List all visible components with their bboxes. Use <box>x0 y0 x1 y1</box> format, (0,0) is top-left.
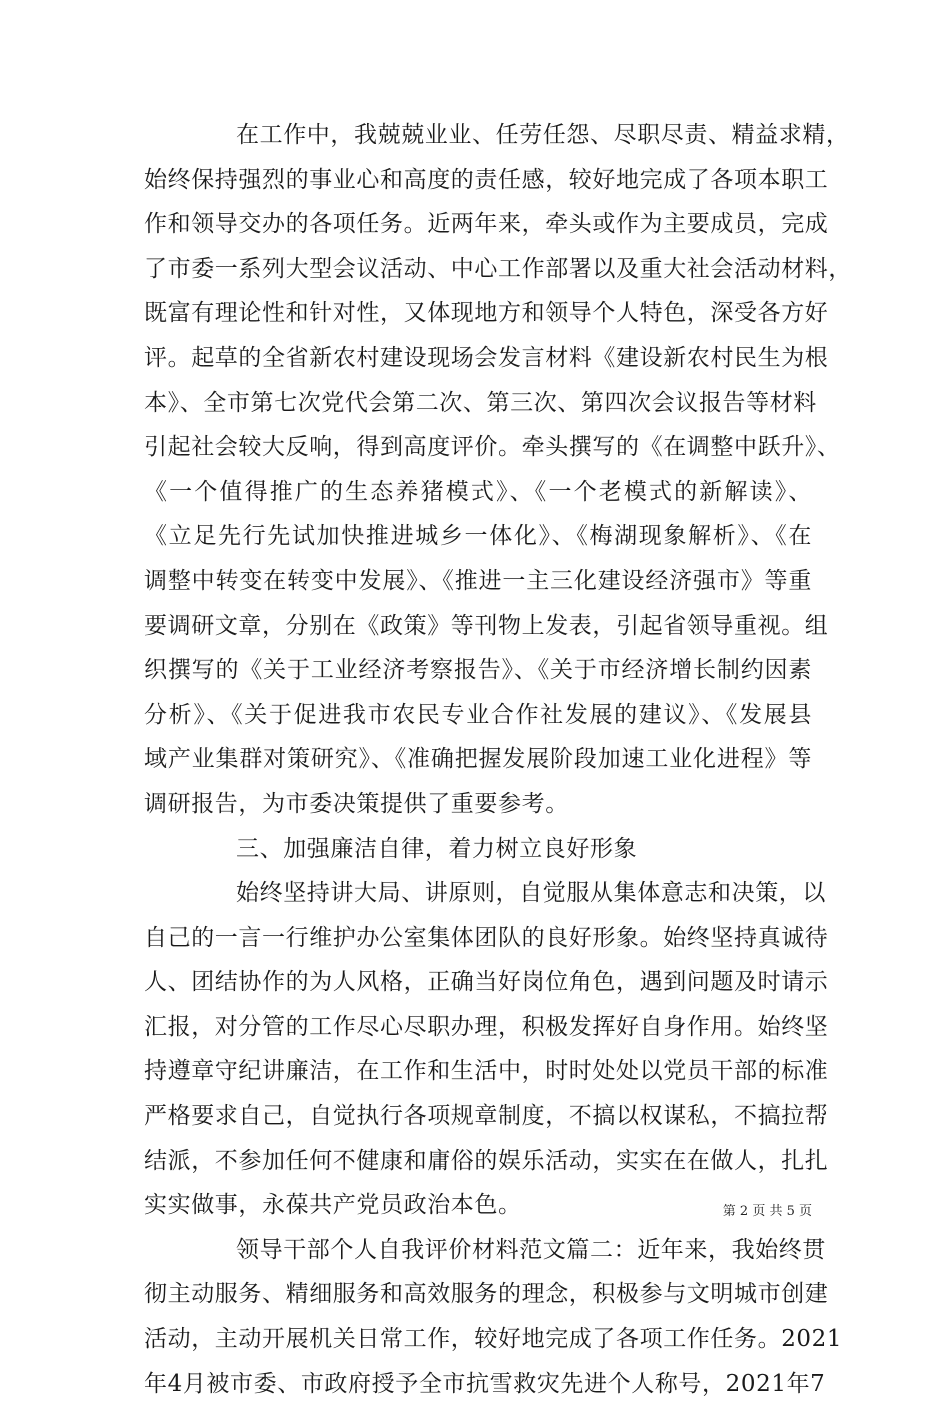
text-line: 活动，主动开展机关日常工作，较好地完成了各项工作任务。2021 <box>144 1326 843 1353</box>
page-number-footer: 第 2 页 共 5 页 <box>722 1204 812 1219</box>
text-line: 领导干部个人自我评价材料范文篇二：近年来，我始终贯 <box>236 1236 826 1263</box>
text-line: 作和领导交办的各项任务。近两年来，牵头或作为主要成员，完成 <box>144 211 829 238</box>
text-line: 《立足先行先试加快推进城乡一体化》、《梅湖现象解析》、《在 <box>144 523 812 550</box>
text-line: 自己的一言一行维护办公室集体团队的良好形象。始终坚持真诚待 <box>144 924 829 951</box>
text-line: 引起社会较大反响，得到高度评价。牵头撰写的《在调整中跃升》、 <box>144 434 841 461</box>
text-line: 始终保持强烈的事业心和高度的责任感，较好地完成了各项本职工 <box>144 166 829 193</box>
text-line: 彻主动服务、精细服务和高效服务的理念，积极参与文明城市创建 <box>144 1281 829 1308</box>
text-line: 持遵章守纪讲廉洁，在工作和生活中，时时处处以党员干部的标准 <box>144 1058 829 1085</box>
paragraph <box>144 871 829 1228</box>
text-line: 评。起草的全省新农村建设现场会发言材料《建设新农村民生为根 <box>144 344 829 371</box>
text-line: 实实做事，永葆共产党员政治本色。 <box>144 1192 522 1219</box>
text-line: 年4月被市委、市政府授予全市抗雪救灾先进个人称号，2021年7 <box>144 1370 826 1397</box>
text-line: 《一个值得推广的生态养猪模式》、《一个老模式的新解读》、 <box>144 478 812 505</box>
text-line: 严格要求自己，自觉执行各项规章制度，不搞以权谋私，不搞拉帮 <box>144 1103 829 1130</box>
text-line: 织撰写的《关于工业经济考察报告》、《关于市经济增长制约因素 <box>144 657 812 684</box>
text-line: 结派，不参加任何不健康和庸俗的娱乐活动，实实在在做人，扎扎 <box>144 1147 829 1174</box>
paragraph <box>144 1228 843 1406</box>
text-line: 本》、全市第七次党代会第二次、第三次、第四次会议报告等材料 <box>144 389 817 416</box>
text-line: 汇报，对分管的工作尽心尽职办理，积极发挥好自身作用。始终坚 <box>144 1013 829 1040</box>
text-line: 调整中转变在转变中发展》、《推进一主三化建设经济强市》等重 <box>144 567 812 594</box>
text-line: 始终坚持讲大局、讲原则，自觉服从集体意志和决策，以 <box>236 880 826 907</box>
text-line: 域产业集群对策研究》、《准确把握发展阶段加速工业化进程》等 <box>144 746 812 773</box>
text-line: 要调研文章，分别在《政策》等刊物上发表，引起省领导重视。组 <box>144 612 829 639</box>
section-heading <box>144 827 812 872</box>
text-line: 分析》、《关于促进我市农民专业合作社发展的建议》、《发展县 <box>144 701 812 728</box>
text-line: 调研报告，为市委决策提供了重要参考。 <box>144 790 569 817</box>
text-line: 人、团结协作的为人风格，正确当好岗位角色，遇到问题及时请示 <box>144 969 829 996</box>
text-line: 既富有理论性和针对性，又体现地方和领导个人特色，深受各方好 <box>144 300 829 327</box>
text-line: 了市委一系列大型会议活动、中心工作部署以及重大社会活动材料， <box>144 255 852 282</box>
paragraph <box>144 113 852 827</box>
text-line: 在工作中，我兢兢业业、任劳任怨、尽职尽责、精益求精， <box>236 122 850 148</box>
text-line: 三、加强廉洁自律，着力树立良好形象 <box>236 835 638 862</box>
